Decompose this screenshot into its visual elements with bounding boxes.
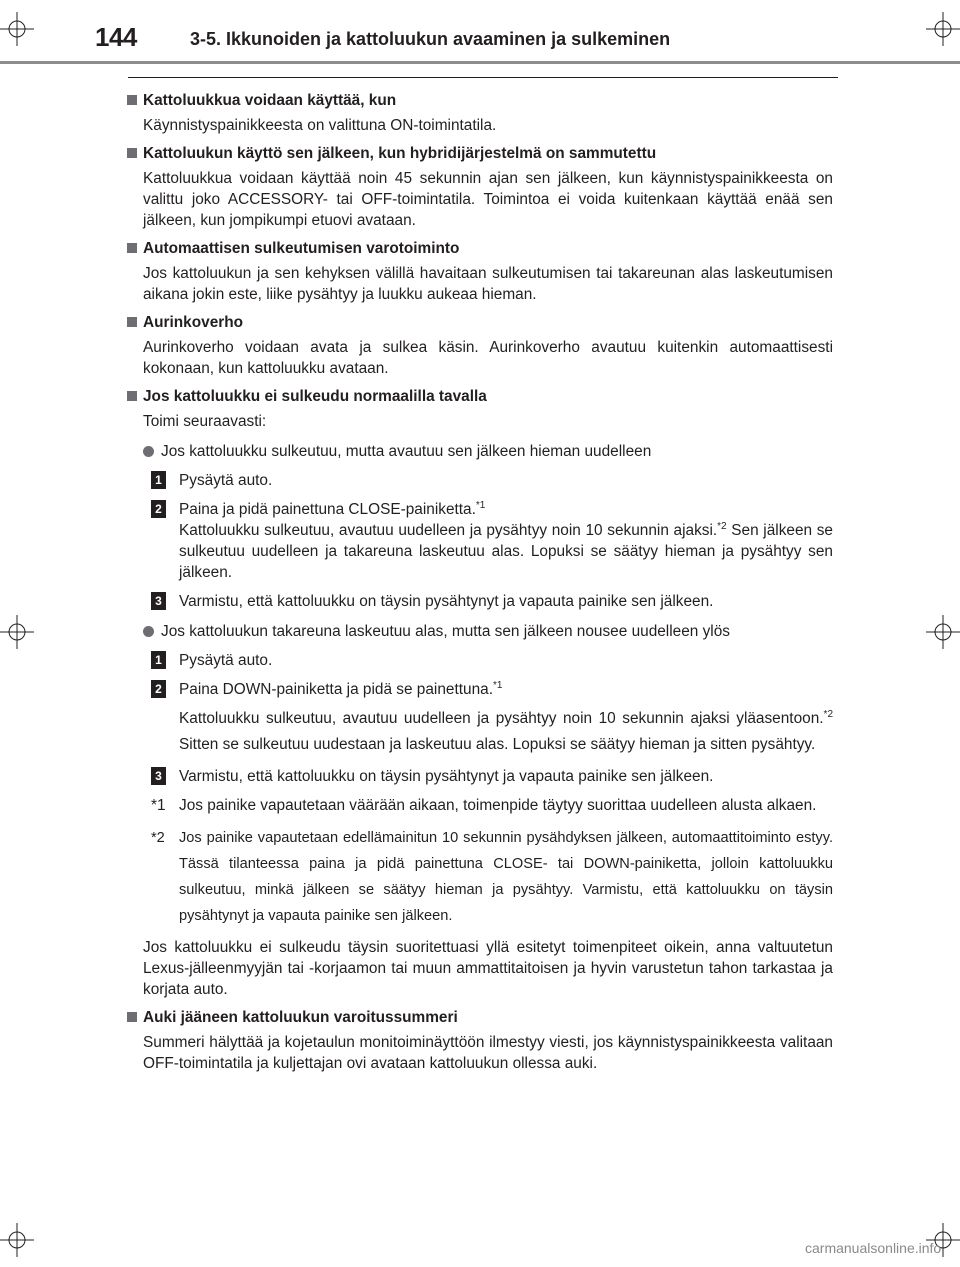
section-text: Summeri hälyttää ja kojetaulun monitoiminäyttöön ilmestyy viesti, jos käynnistyspainikkeesta valitaan OFF-toimintatila ja kuljettajan ovi avataan kattoluukun ollessa auki.: [143, 1034, 833, 1072]
step-number: 1: [151, 471, 166, 489]
crop-mark-mid-right: [926, 615, 960, 649]
header-rule: [0, 61, 960, 64]
section-heading: Aurinkoverho: [127, 312, 833, 333]
page-content: [127, 90, 833, 1081]
step-item: 2 Paina DOWN-painiketta ja pidä se painettuna.$^{*1}$ Kattoluukku sulkeutuu, avautuu uudelleen ja pysähtyy noin 10 sekunnin ajaksi yläasentoon.$^{*2}$ Sitten se sulkeutuu uudestaan ja laskeutuu alas. Lopuksi se säätyy hieman ja sitten pysähtyy.: [143, 679, 833, 758]
section-heading: Jos kattoluukku ei sulkeudu normaalilla tavalla: [127, 386, 833, 407]
section-buzzer: [127, 1007, 833, 1074]
section-not-closing: [127, 386, 833, 1000]
section-after-shutdown: [127, 143, 833, 231]
round-bullet-icon: [143, 446, 154, 457]
square-bullet-icon: [127, 243, 137, 253]
crop-mark-bottom-left: [0, 1223, 34, 1257]
square-bullet-icon: [127, 1012, 137, 1022]
step-item: 3 Varmistu, että kattoluukku on täysin pysähtynyt ja vapauta painike sen jälkeen.: [143, 766, 833, 787]
section-text: Jos kattoluukun ja sen kehyksen välillä havaitaan sulkeutumisen tai takareunan alas laskeutumisen aikana jokin este, liike pysähtyy ja luukku aukeaa hieman.: [143, 265, 833, 303]
section-heading: Automaattisen sulkeutumisen varotoiminto: [127, 238, 833, 259]
section-intro: Toimi seuraavasti:: [143, 413, 267, 430]
section-title: 3-5. Ikkunoiden ja kattoluukun avaaminen ja sulkeminen: [190, 29, 671, 49]
section-text: Aurinkoverho voidaan avata ja sulkea käsin. Aurinkoverho avautuu kuitenkin automaattisesti kokonaan, kun kattoluukku avataan.: [143, 339, 833, 377]
section-sunroof-operable: [127, 90, 833, 136]
section-heading: Auki jääneen kattoluukun varoitussummeri: [127, 1007, 833, 1028]
footnote-ref: *2: [823, 708, 833, 720]
footnote-ref: *1: [475, 499, 486, 511]
page-header: [0, 0, 960, 64]
bullet-item: Jos kattoluukun takareuna laskeutuu alas, mutta sen jälkeen nousee uudelleen ylös: [143, 621, 833, 642]
footnote-ref: *2: [717, 520, 727, 532]
section-sunshade: [127, 312, 833, 379]
square-bullet-icon: [127, 391, 137, 401]
square-bullet-icon: [127, 148, 137, 158]
step-item: 3 Varmistu, että kattoluukku on täysin pysähtynyt ja vapauta painike sen jälkeen.: [143, 591, 833, 612]
footnote-ref: *1: [492, 679, 503, 691]
crop-mark-mid-left: [0, 615, 34, 649]
step-number: 2: [151, 500, 166, 518]
section-text: Käynnistyspainikkeesta on valittuna ON-toimintatila.: [143, 117, 497, 134]
section-heading: Kattoluukun käyttö sen jälkeen, kun hybridijärjestelmä on sammutettu: [127, 143, 833, 164]
step-item: 1 Pysäytä auto.: [143, 470, 833, 491]
section-closing-text: Jos kattoluukku ei sulkeudu täysin suoritettuasi yllä esitetyt toimenpiteet oikein, anna valtuutetun Lexus-jälleenmyyjän tai -korjaamon tai muun ammattitaitoisen ja hyvin varustetun tahon tarkastaa ja korjata auto.: [143, 939, 833, 998]
section-text: Kattoluukkua voidaan käyttää noin 45 sekunnin ajan sen jälkeen, kun käynnistyspainikkeesta on valittu joko ACCESSORY- tai OFF-toimintatila. Toimintoa ei voida kuitenkaan käyttää enää sen jälkeen, kun jompikumpi etuovi avataan.: [143, 170, 833, 229]
step-item: 2 Paina ja pidä painettuna CLOSE-painiketta.$^{*1}$ Kattoluukku sulkeutuu, avautuu uudelleen ja pysähtyy noin 10 sekunnin ajaksi.$^{*2}$ Sen jälkeen se sulkeutuu uudelleen ja takareuna laskeutuu alas. Lopuksi se säätyy hieman ja pysähtyy sen jälkeen.: [143, 499, 833, 583]
bullet-item: Jos kattoluukku sulkeutuu, mutta avautuu sen jälkeen hieman uudelleen: [143, 441, 833, 462]
watermark: carmanualsonline.info: [805, 1240, 942, 1256]
step-number: 2: [151, 680, 166, 698]
step-item: 1 Pysäytä auto.: [143, 650, 833, 671]
step-number: 3: [151, 592, 166, 610]
round-bullet-icon: [143, 626, 154, 637]
section-heading: Kattoluukkua voidaan käyttää, kun: [127, 90, 833, 111]
section-jam-protection: [127, 238, 833, 305]
square-bullet-icon: [127, 95, 137, 105]
footnote-1: *1 Jos painike vapautetaan väärään aikaan, toimenpide täytyy suorittaa uudelleen alusta alkaen.: [151, 797, 817, 814]
page-number: 144: [95, 22, 137, 52]
step-number: 3: [151, 767, 166, 785]
step-number: 1: [151, 651, 166, 669]
square-bullet-icon: [127, 317, 137, 327]
footnote-2: *2 Jos painike vapautetaan edellämainitun 10 sekunnin pysähdyksen jälkeen, automaattitoiminto estyy. Tässä tilanteessa paina ja pidä painettuna CLOSE- tai DOWN-painiketta, jolloin kattoluukku sulkeutuu, minkä jälkeen se säätyy hieman ja pysähtyy. Varmistu, että kattoluukku on täysin pysähtynyt ja vapauta painike sen jälkeen.: [151, 830, 833, 924]
content-top-rule: [128, 77, 838, 78]
